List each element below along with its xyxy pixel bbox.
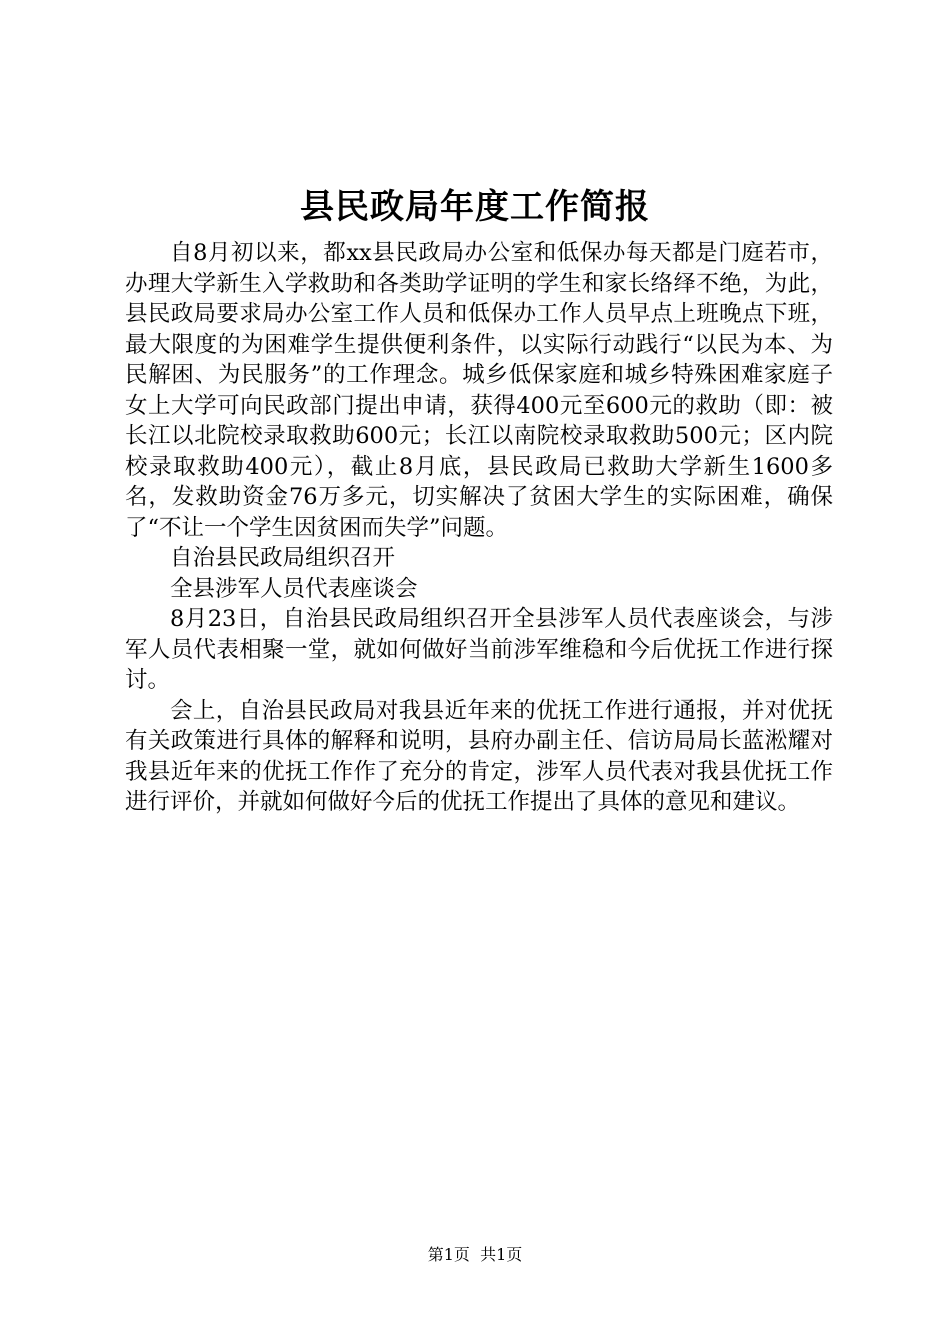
paragraph-subheading-organizer: 自治县民政局组织召开 <box>170 545 396 571</box>
paragraph-subheading-meeting: 全县涉军人员代表座谈会 <box>170 575 418 602</box>
page-title: 县民政局年度工作简报 <box>300 187 650 227</box>
page-number-footer: 第1页 共1页 <box>427 1245 523 1264</box>
paragraph-meeting-date: 8月23日，自治县民政局组织召开全县涉军人员代表座谈会，与涉军人员代表相聚一堂，就如何做好当前涉军维稳和今后优抚工作进行探讨。 <box>125 606 833 693</box>
paragraph-meeting-details: 会上，自治县民政局对我县近年来的优抚工作进行通报，并对优抚有关政策进行具体的解释和说明，县府办副主任、信访局局长蓝淞耀对我县近年来的优抚工作作了充分的肯定，涉军人员代表对我县优抚工作进行评价，并就如何做好今后的优抚工作提出了具体的意见和建议。 <box>125 697 833 815</box>
document-body <box>125 238 833 818</box>
paragraph-student-aid: 自8月初以来，都xx县民政局办公室和低保办每天都是门庭若市，办理大学新生入学救助和各类助学证明的学生和家长络绎不绝，为此，县民政局要求局办公室工作人员和低保办工作人员早点上班晚点下班，最大限度的为困难学生提供便利条件，以实际行动践行“以民为本、为民解困、为民服务”的工作理念。城乡低保家庭和城乡特殊困难家庭子女上大学可向民政部门提出申请，获得400元至600元的救助（即：被长江以北院校录取救助600元；长江以南院校录取救助500元；区内院校录取救助400元），截止8月底，县民政局已救助大学新生1600多名，发救助资金76万多元，切实解决了贫困大学生的实际困难，确保了“不让一个学生因贫困而失学”问题。 <box>125 240 833 541</box>
